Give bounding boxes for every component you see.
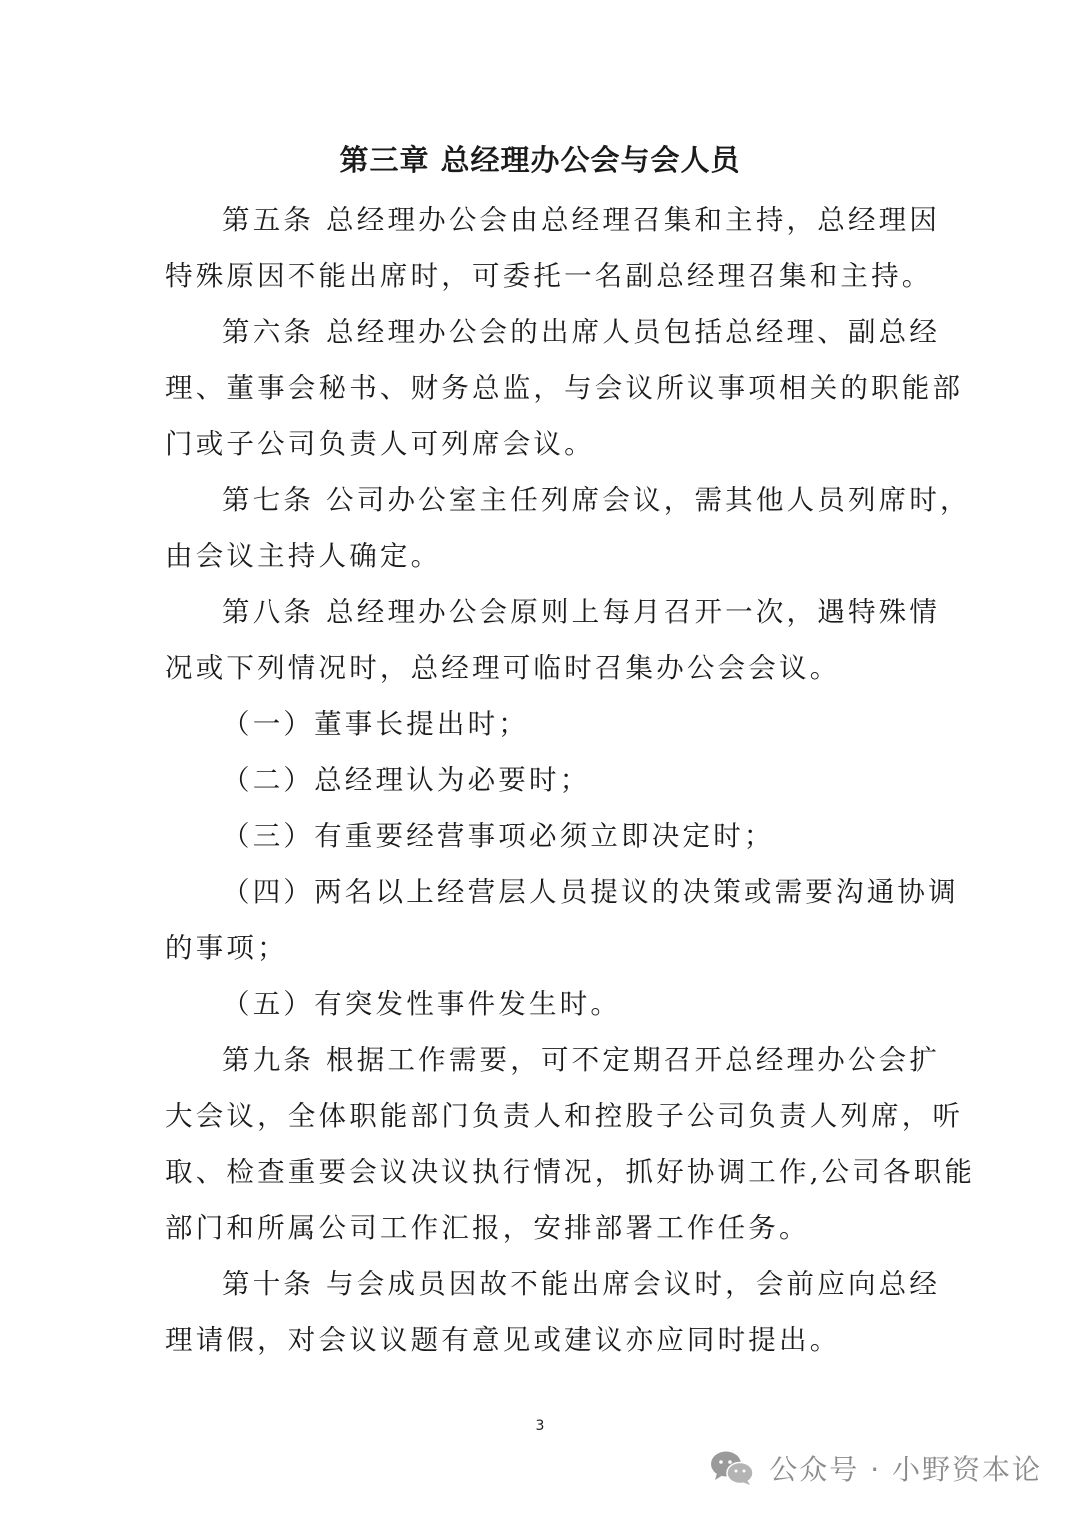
watermark — [709, 1443, 1042, 1493]
text-line: 由会议主持人确定。 — [165, 540, 442, 572]
text-line: （三）有重要经营事项必须立即决定时； — [222, 820, 775, 852]
text-line: 取、检查重要会议决议执行情况，抓好协调工作,公司各职能 — [165, 1156, 976, 1188]
text-line: 理请假，对会议议题有意见或建议亦应同时提出。 — [165, 1324, 841, 1356]
text-line: （一）董事长提出时； — [222, 708, 529, 740]
text-line: 理、董事会秘书、财务总监，与会议所议事项相关的职能部 — [165, 372, 964, 404]
text-line: （二）总经理认为必要时； — [222, 764, 591, 796]
text-line: 第七条 公司办公室主任列席会议，需其他人员列席时， — [222, 484, 971, 516]
text-line: 门或子公司负责人可列席会议。 — [165, 428, 595, 460]
text-line: 的事项； — [165, 932, 288, 964]
text-line: （四）两名以上经营层人员提议的决策或需要沟通协调 — [222, 876, 959, 908]
text-line: 第五条 总经理办公会由总经理召集和主持，总经理因 — [222, 204, 941, 236]
text-line: 部门和所属公司工作汇报，安排部署工作任务。 — [165, 1212, 810, 1244]
text-line: （五）有突发性事件发生时。 — [222, 988, 622, 1020]
text-line: 第九条 根据工作需要，可不定期召开总经理办公会扩 — [222, 1044, 941, 1076]
wechat-icon — [709, 1449, 755, 1487]
text-line: 第六条 总经理办公会的出席人员包括总经理、副总经 — [222, 316, 941, 348]
chapter-title: 第三章 总经理办公会与会人员 — [339, 143, 741, 177]
page-number: 3 — [535, 1418, 545, 1434]
text-line: 大会议，全体职能部门负责人和控股子公司负责人列席，听 — [165, 1100, 964, 1132]
text-line: 况或下列情况时，总经理可临时召集办公会会议。 — [165, 652, 841, 684]
text-line: 第八条 总经理办公会原则上每月召开一次，遇特殊情 — [222, 596, 941, 628]
watermark-label: 公众号 · 小野资本论 — [769, 1453, 1042, 1486]
text-line: 第十条 与会成员因故不能出席会议时，会前应向总经 — [222, 1268, 941, 1300]
document-body — [165, 192, 976, 1368]
text-line: 特殊原因不能出席时，可委托一名副总经理召集和主持。 — [165, 260, 933, 292]
